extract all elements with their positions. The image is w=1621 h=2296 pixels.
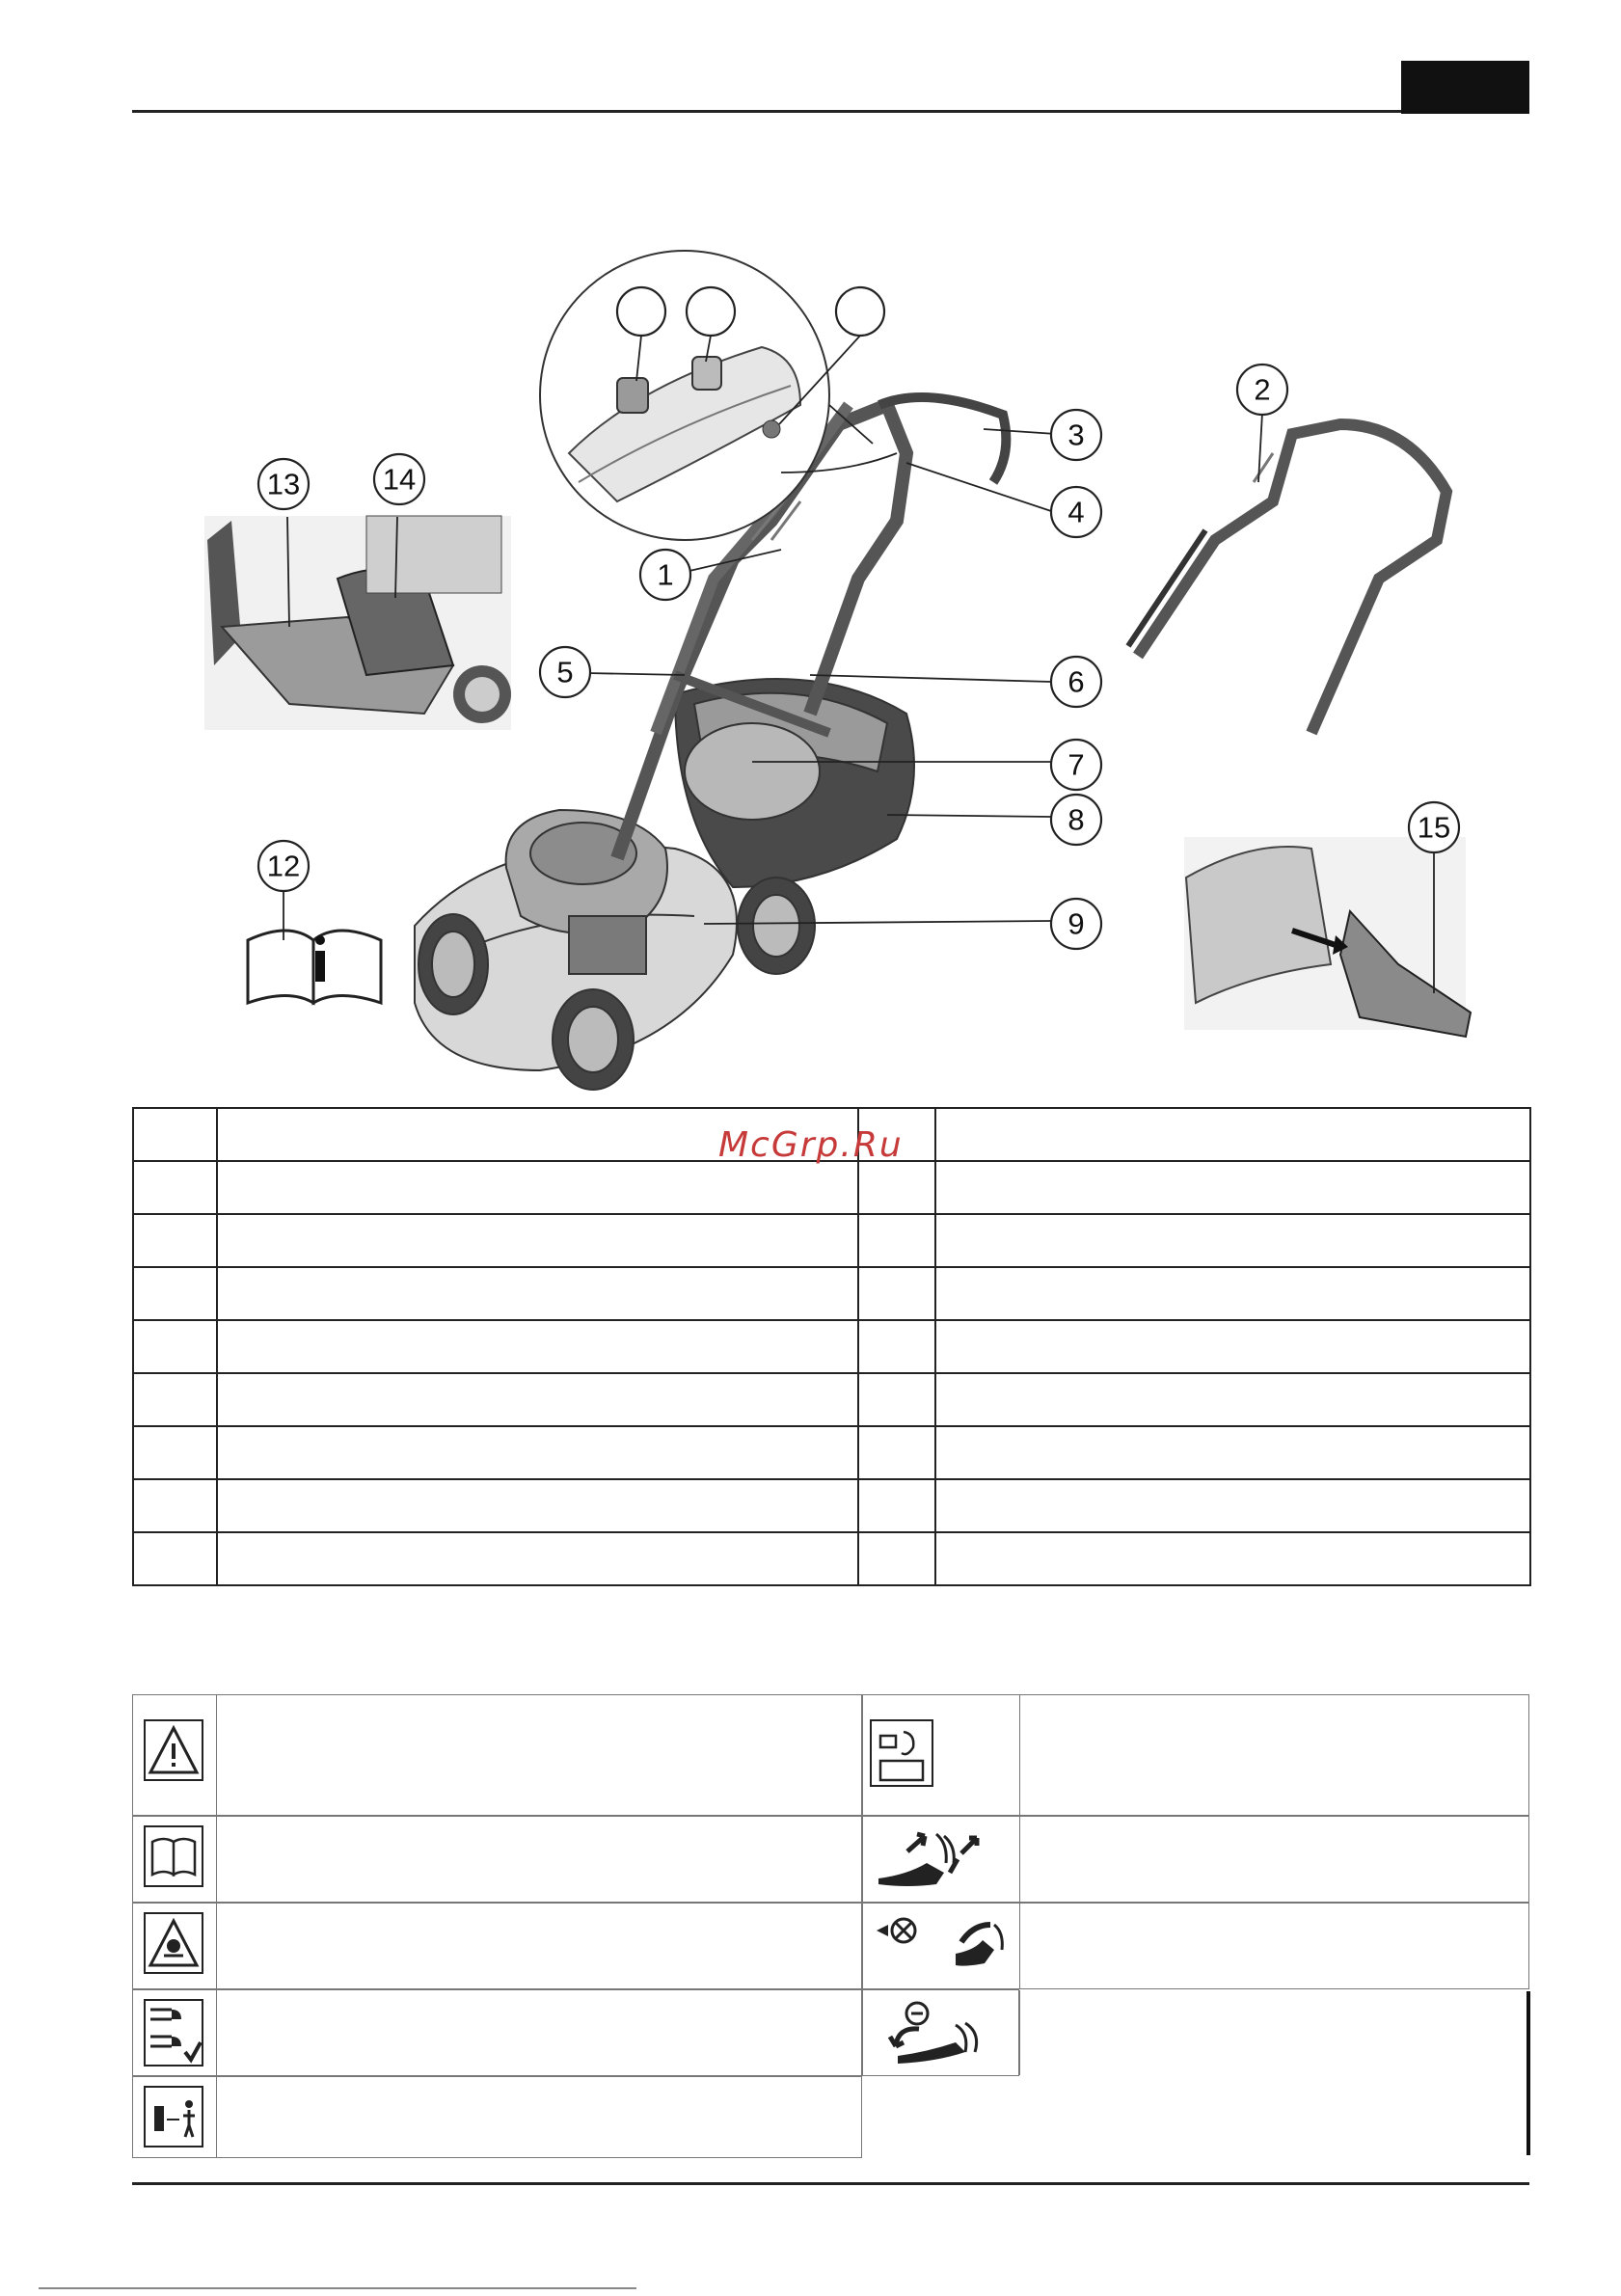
rear-chute-illustration (204, 516, 511, 730)
parts-cell-desc2 (935, 1267, 1530, 1320)
manual-book-icon (133, 1817, 217, 1902)
grass-bag-icon (863, 1695, 1020, 1815)
parts-cell-desc (217, 1267, 858, 1320)
callout-14 (374, 454, 424, 504)
parts-cell-no2 (858, 1532, 935, 1585)
mower-diagram (0, 0, 1621, 1099)
parts-table-row (133, 1214, 1530, 1267)
svg-text:6: 6 (1067, 664, 1085, 699)
mulching-plug-illustration (1184, 837, 1471, 1037)
parts-cell-no (133, 1532, 217, 1585)
parts-cell-no2 (858, 1320, 935, 1373)
parts-cell-desc (217, 1532, 858, 1585)
parts-cell-desc2 (935, 1108, 1530, 1161)
svg-text:5: 5 (556, 655, 574, 689)
drive-lever-icon (863, 1990, 1020, 2075)
parts-table-row (133, 1373, 1530, 1426)
parts-cell-no2 (858, 1161, 935, 1214)
parts-cell-no (133, 1108, 217, 1161)
parts-cell-desc (217, 1373, 858, 1426)
symbol-row (862, 1694, 1529, 1816)
parts-cell-no (133, 1214, 217, 1267)
parts-cell-no2 (858, 1426, 935, 1479)
scan-edge-line (39, 2287, 636, 2289)
parts-cell-desc2 (935, 1214, 1530, 1267)
parts-table-row (133, 1532, 1530, 1585)
footer-rule (132, 2182, 1529, 2185)
parts-table-row (133, 1161, 1530, 1214)
parts-cell-no (133, 1320, 217, 1373)
callout-3 (1051, 410, 1101, 460)
callout-8 (1051, 795, 1101, 845)
parts-cell-no2 (858, 1214, 935, 1267)
symbol-row (862, 1816, 1529, 1903)
callout-7 (1051, 740, 1101, 790)
callout-2 (1237, 365, 1287, 415)
symbol-row (132, 1989, 862, 2076)
parts-cell-no (133, 1161, 217, 1214)
keep-distance-icon (133, 2077, 217, 2157)
callout-12 (258, 841, 309, 891)
svg-text:14: 14 (382, 462, 417, 497)
parts-cell-desc (217, 1320, 858, 1373)
parts-cell-no (133, 1373, 217, 1426)
watermark: McGrp.Ru (718, 1125, 904, 1165)
handle-detail-illustration (1128, 413, 1446, 733)
svg-text:15: 15 (1417, 810, 1451, 845)
parts-cell-desc2 (935, 1320, 1530, 1373)
svg-text:7: 7 (1067, 747, 1085, 782)
callout-9 (1051, 899, 1101, 949)
parts-cell-desc2 (935, 1532, 1530, 1585)
symbol-row (132, 1903, 862, 1989)
svg-text:8: 8 (1067, 802, 1085, 837)
parts-table (132, 1107, 1531, 1586)
parts-table-row (133, 1426, 1530, 1479)
parts-cell-no2 (858, 1373, 935, 1426)
read-manual-illustration (248, 889, 381, 1003)
callout-4 (1051, 487, 1101, 537)
handle-adjust-icon (863, 1817, 1020, 1902)
parts-cell-desc (217, 1161, 858, 1214)
parts-cell-no2 (858, 1267, 935, 1320)
warning-triangle-icon (133, 1695, 217, 1815)
parts-cell-no2 (858, 1479, 935, 1532)
svg-text:12: 12 (266, 849, 301, 883)
symbol-row (862, 1989, 1019, 2076)
blade-stop-icon (863, 1904, 1020, 1988)
parts-cell-desc2 (935, 1161, 1530, 1214)
symbol-row (132, 1694, 862, 1816)
svg-text:2: 2 (1254, 372, 1271, 407)
svg-text:4: 4 (1067, 495, 1085, 529)
callout-1 (640, 550, 690, 600)
symbol-row (132, 2076, 862, 2158)
parts-cell-no (133, 1426, 217, 1479)
svg-text:3: 3 (1067, 418, 1085, 452)
plug-check-icon (133, 1990, 217, 2075)
svg-text:13: 13 (266, 467, 301, 501)
parts-cell-desc (217, 1214, 858, 1267)
thrown-objects-icon (133, 1904, 217, 1988)
svg-text:9: 9 (1067, 906, 1085, 941)
callout-6 (1051, 657, 1101, 707)
page-side-bar (1526, 1991, 1530, 2155)
parts-cell-no (133, 1267, 217, 1320)
callout-15 (1409, 802, 1459, 852)
symbol-row (862, 1903, 1529, 1989)
parts-cell-desc (217, 1479, 858, 1532)
callout-13 (258, 459, 309, 509)
parts-cell-desc (217, 1426, 858, 1479)
symbol-row (132, 1816, 862, 1903)
parts-cell-no (133, 1479, 217, 1532)
parts-cell-desc2 (935, 1479, 1530, 1532)
parts-table-row (133, 1320, 1530, 1373)
parts-table-row (133, 1267, 1530, 1320)
control-inset (540, 251, 897, 540)
parts-cell-desc2 (935, 1426, 1530, 1479)
callout-5 (540, 647, 590, 697)
parts-table-row (133, 1479, 1530, 1532)
parts-cell-desc2 (935, 1373, 1530, 1426)
svg-text:1: 1 (657, 557, 674, 592)
